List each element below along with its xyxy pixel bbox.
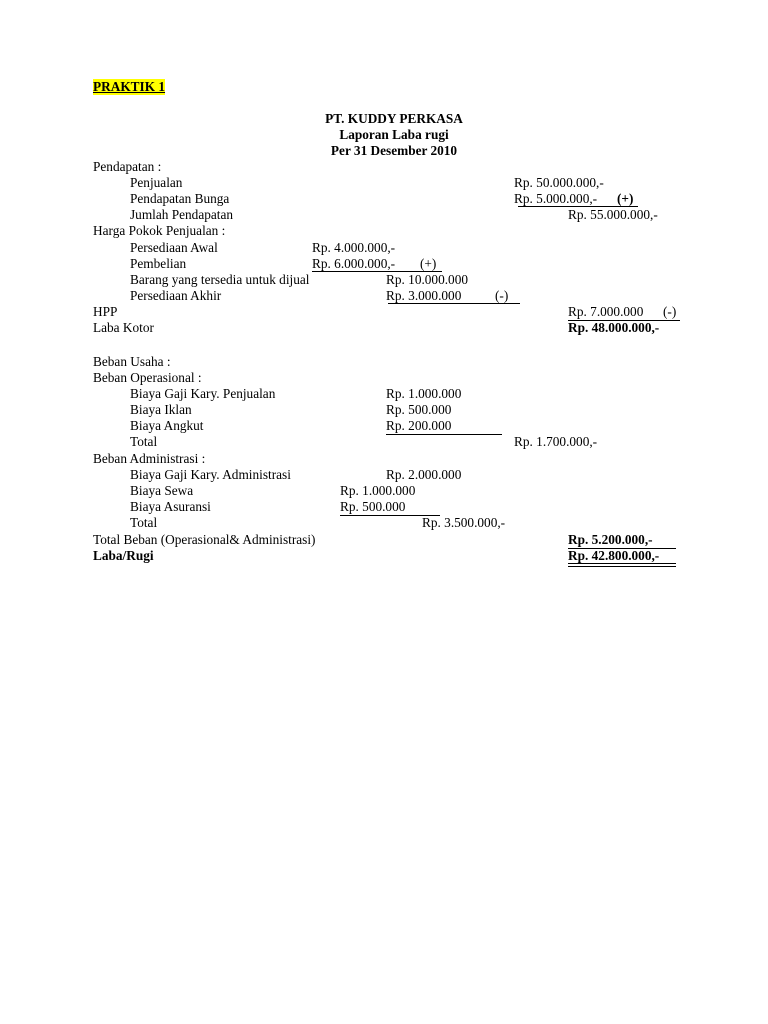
jumlah-pendapatan-label: Jumlah Pendapatan	[130, 207, 234, 222]
laba-rugi-label: Laba/Rugi	[93, 548, 154, 563]
gaji-administrasi-value: Rp. 2.000.000	[386, 467, 462, 482]
section-heading: PRAKTIK 1	[93, 79, 166, 94]
biaya-asuransi-label: Biaya Asuransi	[130, 499, 211, 514]
jumlah-pendapatan-value: Rp. 55.000.000,-	[568, 207, 658, 222]
pendapatan-label: Pendapatan :	[93, 159, 162, 174]
pendapatan-bunga-operator: (+)	[617, 191, 634, 206]
pembelian-value: Rp. 6.000.000,-	[312, 256, 396, 271]
laba-kotor-value: Rp. 48.000.000,-	[568, 320, 660, 335]
biaya-angkut-label: Biaya Angkut	[130, 418, 204, 433]
barang-tersedia-value: Rp. 10.000.000	[386, 272, 469, 287]
barang-tersedia-label: Barang yang tersedia untuk dijual	[130, 272, 310, 287]
hpp-operator: (-)	[663, 304, 677, 319]
total-operasional-value: Rp. 1.700.000,-	[514, 434, 598, 449]
persediaan-akhir-operator: (-)	[495, 288, 509, 303]
laba-rugi-double-underline	[568, 563, 676, 567]
gaji-penjualan-label: Biaya Gaji Kary. Penjualan	[130, 386, 276, 401]
penjualan-value: Rp. 50.000.000,-	[514, 175, 604, 190]
pembelian-operator: (+)	[420, 256, 437, 271]
biaya-asuransi-value: Rp. 500.000	[340, 499, 406, 514]
pendapatan-bunga-label: Pendapatan Bunga	[130, 191, 230, 206]
hpp-label: HPP	[93, 304, 118, 319]
biaya-sewa-value: Rp. 1.000.000	[340, 483, 416, 498]
biaya-iklan-label: Biaya Iklan	[130, 402, 192, 417]
persediaan-akhir-value: Rp. 3.000.000	[386, 288, 462, 303]
persediaan-akhir-label: Persediaan Akhir	[130, 288, 222, 303]
total-administrasi-value: Rp. 3.500.000,-	[422, 515, 506, 530]
beban-administrasi-label: Beban Administrasi :	[93, 451, 206, 466]
report-title: Laporan Laba rugi	[339, 127, 449, 142]
pendapatan-bunga-value: Rp. 5.000.000,-	[514, 191, 598, 206]
pembelian-label: Pembelian	[130, 256, 187, 271]
laba-rugi-value: Rp. 42.800.000,-	[568, 548, 660, 563]
hpp-section-label: Harga Pokok Penjualan :	[93, 223, 226, 238]
biaya-iklan-value: Rp. 500.000	[386, 402, 452, 417]
gaji-administrasi-label: Biaya Gaji Kary. Administrasi	[130, 467, 291, 482]
penjualan-label: Penjualan	[130, 175, 183, 190]
beban-operasional-underline	[386, 434, 502, 435]
biaya-angkut-value: Rp. 200.000	[386, 418, 452, 433]
total-beban-value: Rp. 5.200.000,-	[568, 532, 653, 547]
hpp-value: Rp. 7.000.000	[568, 304, 644, 319]
laba-kotor-label: Laba Kotor	[93, 320, 154, 335]
total-operasional-label: Total	[130, 434, 158, 449]
total-administrasi-label: Total	[130, 515, 158, 530]
persediaan-awal-label: Persediaan Awal	[130, 240, 218, 255]
biaya-sewa-label: Biaya Sewa	[130, 483, 194, 498]
persediaan-akhir-underline	[388, 303, 520, 304]
beban-operasional-label: Beban Operasional :	[93, 370, 202, 385]
report-date: Per 31 Desember 2010	[330, 143, 458, 158]
company-name: PT. KUDDY PERKASA	[325, 111, 463, 126]
persediaan-awal-value: Rp. 4.000.000,-	[312, 240, 396, 255]
total-beban-label: Total Beban (Operasional& Administrasi)	[93, 532, 316, 547]
beban-usaha-label: Beban Usaha :	[93, 354, 171, 369]
gaji-penjualan-value: Rp. 1.000.000	[386, 386, 462, 401]
